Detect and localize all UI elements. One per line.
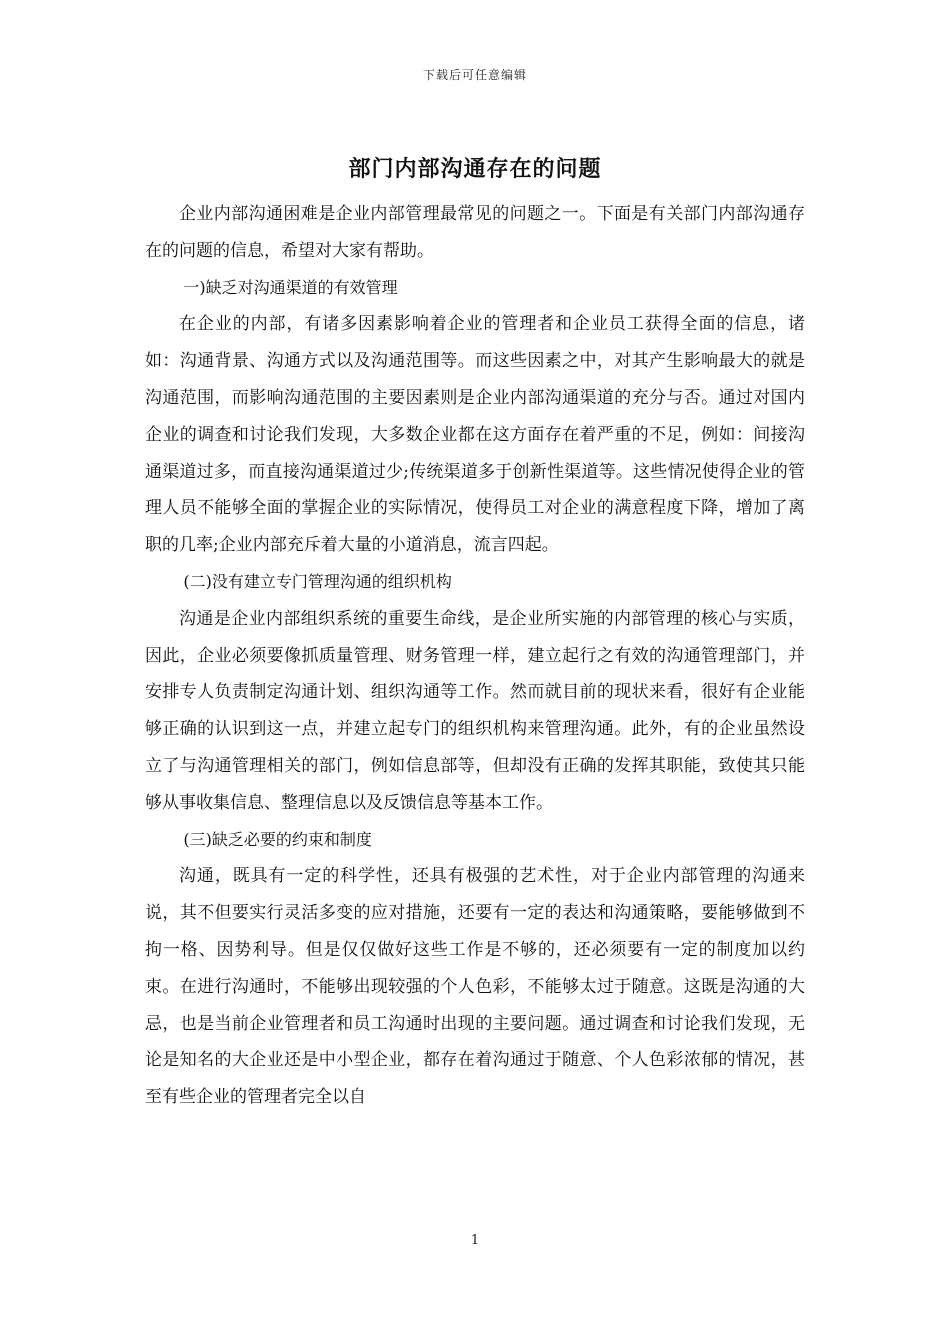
document-body — [145, 196, 805, 1116]
section-heading-2: (二)没有建立专门管理沟通的组织机构 — [183, 571, 452, 591]
intro-paragraph: 企业内部沟通困难是企业内部管理最常见的问题之一。下面是有关部门内部沟通存在的问题的信息，希望对大家有帮助。 — [145, 204, 805, 261]
document-title: 部门内部沟通存在的问题 — [348, 156, 602, 182]
section-1-paragraph: 在企业的内部，有诸多因素影响着企业的管理者和企业员工获得全面的信息，诸如：沟通背景、沟通方式以及沟通范围等。而这些因素之中，对其产生影响最大的就是沟通范围，而影响沟通范围的主要因素则是企业内部沟通渠道的充分与否。通过对国内企业的调查和讨论我们发现，大多数企业都在这方面存在着严重的不足，例如：间接沟通渠道过多，而直接沟通渠道过少;传统渠道多于创新性渠道等。这些情况使得企业的管理人员不能够全面的掌握企业的实际情况，使得员工对企业的满意程度下降，增加了离职的几率;企业内部充斥着大量的小道消息，流言四起。 — [145, 314, 805, 556]
section-2-paragraph: 沟通是企业内部组织系统的重要生命线，是企业所实施的内部管理的核心与实质，因此，企业必须要像抓质量管理、财务管理一样，建立起行之有效的沟通管理部门，并安排专人负责制定沟通计划、组织沟通等工作。然而就目前的现状来看，很好有企业能够正确的认识到这一点，并建立起专门的组织机构来管理沟通。此外，有的企业虽然设立了与沟通管理相关的部门，例如信息部等，但却没有正确的发挥其职能，致使其只能够从事收集信息、整理信息以及反馈信息等基本工作。 — [145, 608, 805, 813]
section-heading-3: (三)缺乏必要的约束和制度 — [183, 829, 372, 849]
section-3-paragraph: 沟通，既具有一定的科学性，还具有极强的艺术性，对于企业内部管理的沟通来说，其不但要实行灵活多变的应对措施，还要有一定的表达和沟通策略，要能够做到不拘一格、因势利导。但是仅仅做好这些工作是不够的，还必须要有一定的制度加以约束。在进行沟通时，不能够出现较强的个人色彩，不能够太过于随意。这既是沟通的大忌，也是当前企业管理者和员工沟通时出现的主要问题。通过调查和讨论我们发现，无论是知名的大企业还是中小型企业，都存在着沟通过于随意、个人色彩浓郁的情况，甚至有些企业的管理者完全以自 — [145, 866, 805, 1108]
page-header-note: 下载后可任意编辑 — [422, 68, 527, 82]
section-heading-1: 一)缺乏对沟通渠道的有效管理 — [183, 277, 398, 297]
page-number: 1 — [470, 1233, 480, 1248]
